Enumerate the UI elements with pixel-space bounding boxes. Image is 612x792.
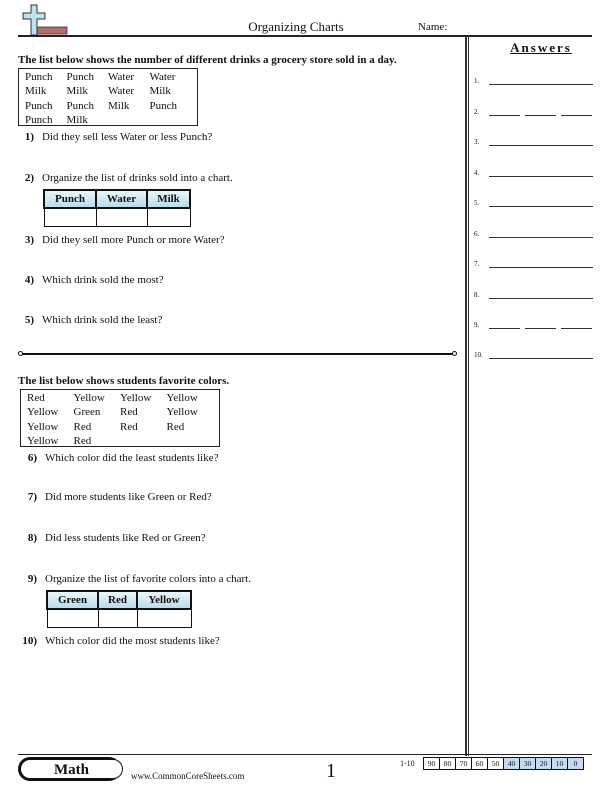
chart-cell-yellow[interactable] (137, 609, 191, 628)
question-number: 5) (24, 314, 34, 326)
question-text: Which color did the most students like? (45, 635, 220, 647)
color-item: Yellow (27, 420, 59, 433)
header-rule (18, 35, 592, 37)
answer-blank[interactable] (489, 237, 593, 238)
color-item: Yellow (73, 392, 105, 404)
answers-title: Answers (510, 40, 572, 55)
answer-blank[interactable] (561, 328, 592, 329)
question-text: Did more students like Green or Red? (45, 491, 212, 503)
color-row (27, 434, 213, 448)
question-number: 9) (27, 573, 37, 585)
score-table (423, 757, 584, 770)
question-9 (17, 573, 251, 585)
answer-blank[interactable] (525, 115, 556, 116)
question-4 (14, 274, 164, 286)
score-box: 30 (520, 758, 536, 770)
answer-number: 8. (474, 291, 480, 299)
chart-header-red: Red (98, 591, 137, 609)
answer-row-10 (474, 351, 594, 359)
color-item: Yellow (166, 392, 198, 404)
answer-number: 5. (474, 199, 480, 207)
question-text: Did they sell more Punch or more Water? (42, 234, 225, 246)
chart-cell-milk[interactable] (147, 208, 190, 227)
question-5 (14, 314, 162, 326)
column-divider (465, 36, 469, 756)
question-text: Which color did the least students like? (45, 452, 219, 464)
answer-blank[interactable] (489, 115, 520, 116)
question-10 (11, 635, 220, 647)
answer-blank[interactable] (561, 115, 592, 116)
color-item: Red (73, 434, 92, 447)
question-number: 7) (27, 491, 37, 503)
drink-item: Milk (149, 85, 171, 98)
drink-item: Punch (25, 71, 53, 83)
question-7 (17, 491, 212, 503)
question-text: Did they sell less Water or less Punch? (42, 131, 213, 143)
score-box: 90 (424, 758, 440, 770)
color-item: Red (73, 420, 92, 433)
drink-item: Water (108, 85, 134, 98)
question-number: 2) (24, 172, 34, 184)
drink-row (25, 99, 191, 113)
answer-blank[interactable] (489, 328, 520, 329)
chart-header-milk: Milk (147, 190, 190, 208)
drink-item (149, 113, 191, 127)
answer-number: 7. (474, 260, 480, 268)
drinks-list (18, 68, 198, 126)
answer-number: 6. (474, 230, 480, 238)
answer-row-5 (474, 199, 594, 207)
question-number: 4) (24, 274, 34, 286)
color-item: Yellow (27, 434, 59, 447)
drink-item: Punch (25, 99, 53, 112)
answer-number: 2. (474, 108, 480, 116)
drink-item: Milk (66, 85, 88, 98)
section-divider (21, 353, 455, 355)
drink-row (25, 113, 191, 127)
color-row (27, 405, 213, 419)
answer-blank[interactable] (525, 328, 556, 329)
score-box: 10 (552, 758, 568, 770)
color-item: Red (120, 420, 138, 433)
website-link[interactable]: www.CommonCoreSheets.com (131, 771, 245, 781)
drink-item: Water (108, 71, 134, 83)
divider-endpoint-icon (18, 351, 23, 356)
colors-chart (46, 590, 192, 628)
answer-blank[interactable] (489, 358, 593, 359)
answer-row-3 (474, 138, 594, 146)
question-1 (14, 131, 212, 143)
answer-row-7 (474, 260, 594, 268)
page-number: 1 (326, 760, 336, 782)
color-row (27, 420, 213, 434)
drink-item: Punch (66, 99, 94, 112)
color-item: Red (120, 406, 138, 419)
question-number: 6) (27, 452, 37, 464)
color-item: Red (166, 420, 185, 433)
chart-cell-green[interactable] (47, 609, 98, 628)
drink-item: Milk (25, 85, 47, 98)
chart-cell-water[interactable] (96, 208, 147, 227)
chart-header-yellow: Yellow (137, 591, 191, 609)
drink-item (108, 113, 149, 127)
question-number: 1) (24, 131, 34, 143)
answer-row-1 (474, 77, 594, 85)
score-box: 70 (456, 758, 472, 770)
color-item: Yellow (166, 406, 198, 419)
answer-row-8 (474, 291, 594, 299)
name-label: Name: (418, 21, 448, 33)
score-range-label: 1-10 (400, 759, 415, 768)
answer-number: 3. (474, 138, 480, 146)
drink-item: Milk (66, 113, 88, 126)
question-number: 10) (22, 635, 37, 647)
chart-header-water: Water (96, 190, 147, 208)
drink-item: Water (149, 71, 176, 83)
footer-rule (18, 754, 592, 755)
color-item: Green (73, 406, 101, 419)
color-item: Yellow (120, 392, 152, 404)
color-row (27, 391, 213, 405)
worksheet-title: Organizing Charts (248, 19, 344, 34)
chart-cell-punch[interactable] (44, 208, 96, 227)
answer-blank[interactable] (489, 267, 593, 268)
drink-row (25, 84, 191, 98)
question-text: Which drink sold the most? (42, 274, 164, 286)
drink-item: Punch (66, 71, 94, 83)
answer-row-4 (474, 169, 594, 177)
answer-number: 1. (474, 77, 480, 85)
chart-cell-red[interactable] (98, 609, 137, 628)
answer-blank[interactable] (489, 145, 593, 146)
answer-row-2 (474, 108, 594, 116)
question-3 (14, 234, 225, 246)
score-box: 60 (472, 758, 488, 770)
answer-row-6 (474, 230, 594, 238)
answer-blank[interactable] (489, 176, 593, 177)
chart-header-punch: Punch (44, 190, 96, 208)
answer-row-9 (474, 321, 594, 329)
chart-header-green: Green (47, 591, 98, 609)
answer-number: 10. (474, 351, 483, 359)
colors-list (20, 389, 220, 447)
score-box: 0 (568, 758, 584, 770)
drink-item: Punch (25, 113, 53, 126)
color-item (167, 434, 214, 448)
question-text: Organize the list of favorite colors into a chart. (45, 573, 251, 585)
answer-number: 4. (474, 169, 480, 177)
question-text: Which drink sold the least? (42, 314, 163, 326)
answer-blank[interactable] (489, 298, 593, 299)
question-8 (17, 532, 206, 544)
drink-row (25, 70, 191, 84)
question-number: 8) (27, 532, 37, 544)
score-box: 20 (536, 758, 552, 770)
color-item: Red (27, 392, 45, 404)
divider-endpoint-icon (452, 351, 457, 356)
answer-blank[interactable] (489, 206, 593, 207)
color-item (120, 434, 167, 448)
question-2 (14, 172, 233, 184)
drink-item: Punch (149, 99, 177, 112)
answer-blank[interactable] (489, 84, 593, 85)
color-item: Yellow (27, 406, 59, 419)
score-box: 40 (504, 758, 520, 770)
question-text: Did less students like Red or Green? (45, 532, 206, 544)
question-text: Organize the list of drinks sold into a chart. (42, 172, 233, 184)
score-box: 50 (488, 758, 504, 770)
section2-intro: The list below shows students favorite colors. (18, 375, 230, 387)
question-number: 3) (24, 234, 34, 246)
score-box: 80 (440, 758, 456, 770)
subject-badge: Math (20, 759, 123, 779)
drink-item: Milk (108, 99, 130, 112)
drinks-chart (43, 189, 191, 227)
answer-number: 9. (474, 321, 480, 329)
question-6 (17, 452, 219, 464)
section1-intro: The list below shows the number of different drinks a grocery store sold in a day. (18, 54, 397, 66)
